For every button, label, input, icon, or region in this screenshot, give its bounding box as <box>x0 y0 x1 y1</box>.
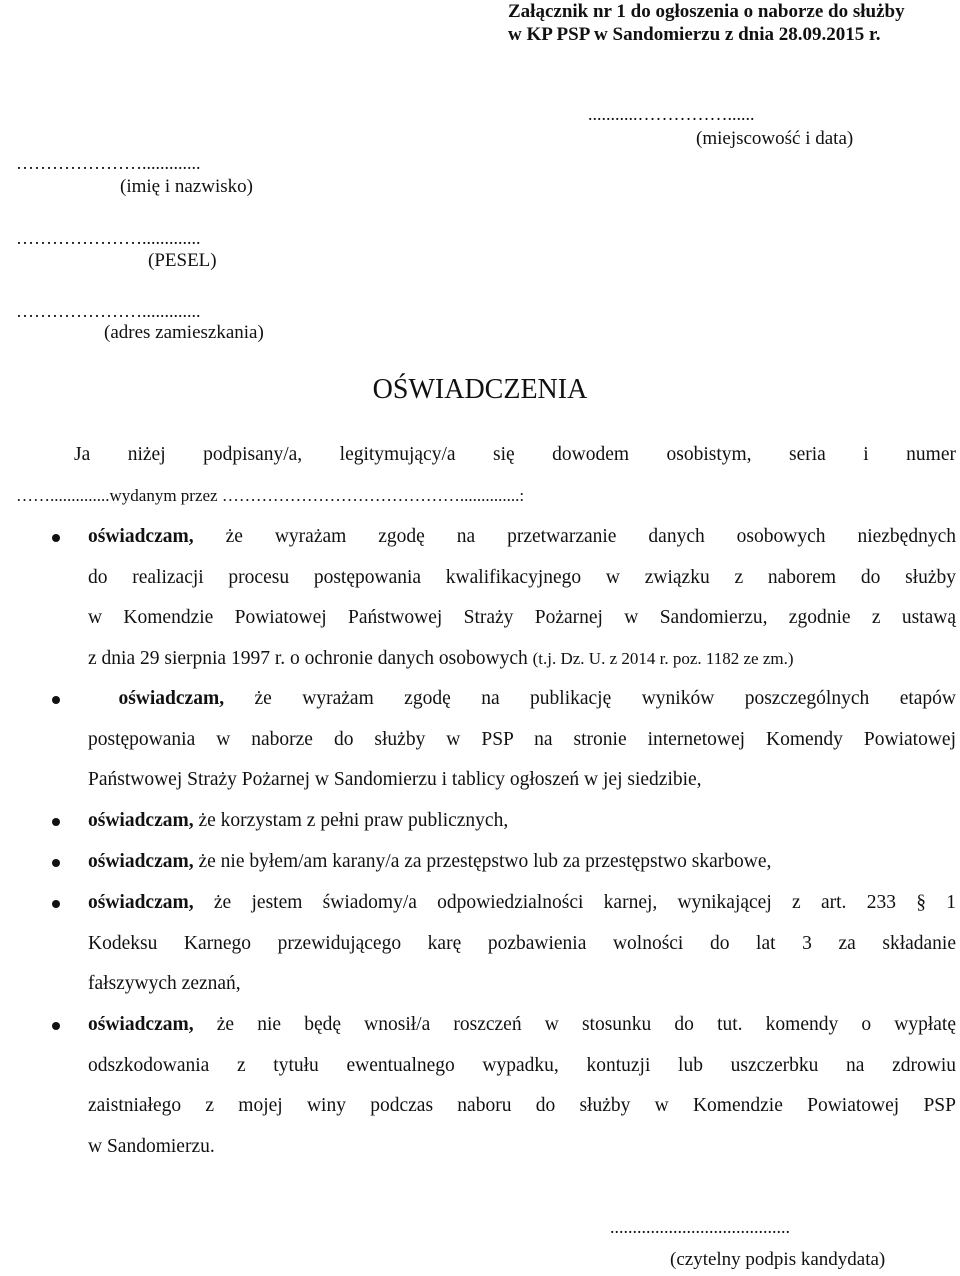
document-title: OŚWIADCZENIA <box>372 374 588 405</box>
pesel-label: (PESEL) <box>148 250 217 271</box>
statement-lead: oświadczam, <box>88 1014 194 1035</box>
pesel-field[interactable]: …………………............. <box>16 228 201 248</box>
place-date-label: (miejscowość i data) <box>696 128 854 149</box>
statement-lead: oświadczam, <box>118 688 225 709</box>
statement-line: że jestem świadomy/a odpowiedzialności karnej, wynikającej z art. 233 § 1 <box>213 892 956 913</box>
statement-line: Państwowej Straży Pożarnej w Sandomierzu i tablicy ogłoszeń w jej siedzibie, <box>88 769 702 791</box>
intro-id-and-issuer-fields[interactable]: ……..............wydanym przez ……………………………………..............: <box>16 486 525 505</box>
bullet-icon <box>52 696 60 704</box>
address-field[interactable]: …………………............. <box>16 301 201 321</box>
header-line-2: w KP PSP w Sandomierzu z dnia 28.09.2015 r. <box>508 24 881 45</box>
address-label: (adres zamieszkania) <box>104 322 264 343</box>
statement-line: że wyrażam zgodę na przetwarzanie danych osobowych niezbędnych <box>225 526 956 547</box>
bullet-icon <box>52 1022 60 1030</box>
statement-line: odszkodowania z tytułu ewentualnego wypadku, kontuzji lub uszczerbku na zdrowiu <box>88 1054 956 1076</box>
statement-lead: oświadczam, <box>88 810 194 831</box>
place-date-field[interactable]: ...........……………...... <box>588 104 755 124</box>
statement-1 <box>88 517 956 679</box>
bullet-icon <box>52 859 60 867</box>
statement-line: w Sandomierzu. <box>88 1135 215 1157</box>
bullet-icon <box>52 818 60 826</box>
statement-line: że nie będę wnosił/a roszczeń w stosunku do tut. komendy o wypłatę <box>216 1014 957 1035</box>
bullet-icon <box>52 534 60 542</box>
statement-line: że nie byłem/am karany/a za przestępstwo lub za przestępstwo skarbowe, <box>198 851 772 872</box>
signature-field[interactable]: ........................................ <box>610 1217 790 1237</box>
signature-label: (czytelny podpis kandydata) <box>670 1249 886 1270</box>
intro-line-2[interactable] <box>16 476 956 517</box>
statement-lead: oświadczam, <box>88 892 194 913</box>
statement-lead: oświadczam, <box>88 851 194 872</box>
statement-line: z dnia 29 sierpnia 1997 r. o ochronie danych osobowych <box>88 647 528 669</box>
header-line-1: Załącznik nr 1 do ogłoszenia o naborze do służby <box>508 1 905 22</box>
statement-line: Kodeksu Karnego przewidującego karę pozbawienia wolności do lat 3 za składanie <box>88 932 956 954</box>
statement-line: zaistniałego z mojej winy podczas naboru do służby w Komendzie Powiatowej PSP <box>88 1095 956 1117</box>
statement-4 <box>88 842 956 883</box>
statement-line: fałszywych zeznań, <box>88 973 241 995</box>
attachment-header <box>508 0 905 46</box>
bullet-icon <box>52 900 60 908</box>
statement-line: do realizacji procesu postępowania kwalifikacyjnego w związku z naborem do służby <box>88 566 956 588</box>
statement-line: że wyrażam zgodę na publikację wyników poszczególnych etapów <box>254 688 957 709</box>
statement-2 <box>88 679 956 801</box>
statement-line: w Komendzie Powiatowej Państwowej Straży Pożarnej w Sandomierzu, zgodnie z ustawą <box>88 607 956 629</box>
intro-line-1: Ja niżej podpisany/a, legitymujący/a się dowodem osobistym, seria i numer <box>74 444 956 465</box>
statement-5 <box>88 883 956 1005</box>
statement-line: postępowania w naborze do służby w PSP na stronie internetowej Komendy Powiatowej <box>88 728 956 750</box>
statement-6 <box>88 1005 956 1167</box>
statement-lead: oświadczam, <box>88 526 194 547</box>
statement-legal-reference: (t.j. Dz. U. z 2014 r. poz. 1182 ze zm.) <box>532 648 794 668</box>
statement-3 <box>88 801 956 842</box>
name-label: (imię i nazwisko) <box>120 176 253 197</box>
statement-line: że korzystam z pełni praw publicznych, <box>198 810 509 831</box>
name-field[interactable]: …………………............. <box>16 153 201 173</box>
